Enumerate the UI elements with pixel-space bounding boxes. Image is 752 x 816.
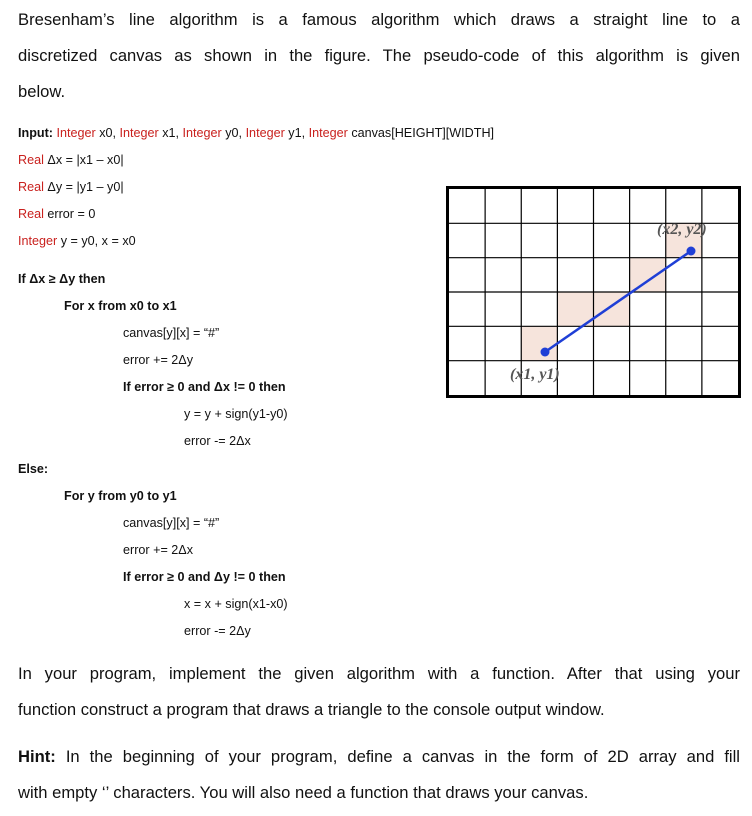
y-step-line: x = x + sign(x1-x0) [184,597,288,611]
y-error-dec-line: error -= 2Δy [184,624,251,638]
intro-line-2: discretized canvas as shown in the figure. The pseudo-code of this algorithm is given [18,46,740,65]
intro-line-1: Bresenham’s line algorithm is a famous algorithm which draws a straight line to a [18,10,740,29]
param-name: y0, [225,126,243,140]
param-name: y1, [288,126,306,140]
param-name: canvas[HEIGHT][WIDTH] [351,126,495,140]
decl-line [18,153,124,167]
hint-label: Hint: [18,747,56,766]
intro-line-3: below. [18,82,66,101]
bresenham-figure [446,186,741,398]
task-line-1: In your program, implement the given algorithm with a function. After that using your [18,664,740,683]
param-name: x1, [162,126,180,140]
param-name: x0, [99,126,116,140]
decl-text: Δx = |x1 – x0| [47,153,124,167]
decl-line [18,234,136,248]
y-cond-line: If error ≥ 0 and Δy != 0 then [123,570,286,584]
for-x-line: For x from x0 to x1 [64,299,177,313]
decl-text: Δy = |y1 – y0| [47,180,124,194]
decl-text: y = y0, x = x0 [60,234,136,248]
hint-line-2: with empty ‘’ characters. You will also need a function that draws your canvas. [18,783,589,802]
decl-type: Real [18,207,44,221]
x-cond-line: If error ≥ 0 and Δx != 0 then [123,380,286,394]
decl-type: Real [18,180,44,194]
param-type: Integer [308,126,348,140]
start-label: (x1, y1) [510,366,560,383]
input-label: Input: [18,126,53,140]
x-assign-line: canvas[y][x] = “#” [123,326,220,340]
hint-line-1 [18,739,740,775]
decl-text: error = 0 [47,207,96,221]
param-type: Integer [245,126,285,140]
x-error-update-line: error += 2Δy [123,353,194,367]
else-line: Else: [18,462,49,476]
end-label: (x2, y2) [657,221,707,238]
param-type: Integer [56,126,96,140]
decl-type: Real [18,153,44,167]
grid-lines [449,189,738,395]
decl-type: Integer [18,234,58,248]
task-line-2: function construct a program that draws a triangle to the console output window. [18,700,605,719]
hint-text: In the beginning of your program, define a canvas in the form of 2D array and fill [55,747,740,766]
input-line [18,126,494,140]
x-step-line: y = y + sign(y1-y0) [184,407,288,421]
y-assign-line: canvas[y][x] = “#” [123,516,220,530]
param-type: Integer [119,126,159,140]
if-line: If Δx ≥ Δy then [18,272,106,286]
param-type: Integer [182,126,222,140]
decl-line [18,207,95,221]
filled-cell [630,258,666,292]
for-y-line: For y from y0 to y1 [64,489,177,503]
y-error-update-line: error += 2Δx [123,543,194,557]
start-point [541,348,550,357]
x-error-dec-line: error -= 2Δx [184,434,251,448]
filled-cell [521,326,557,360]
end-point [687,247,696,256]
decl-line [18,180,124,194]
